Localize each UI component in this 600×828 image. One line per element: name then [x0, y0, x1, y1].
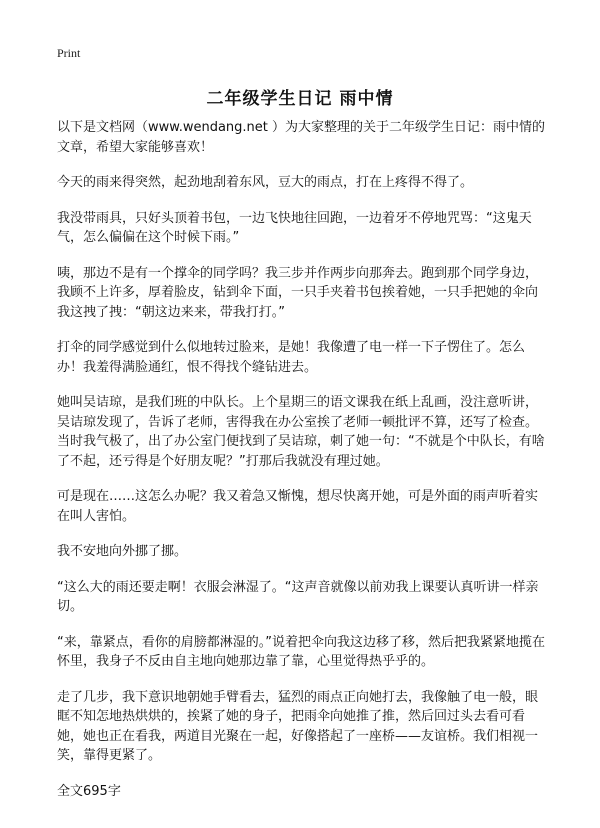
paragraph: 我没带雨具，只好头顶着书包，一边飞快地往回跑，一边着牙不停地咒骂：“这鬼天气，怎么偏偏在这个时候下雨。”	[57, 210, 532, 245]
paragraph: “这么大的雨还要走啊！衣服会淋湿了。“这声音就像以前劝我上课要认真听讲一样亲切。	[57, 579, 539, 614]
paragraph: “来，靠紧点，看你的肩膀都淋湿的。”说着把伞向我这边移了移，然后把我紧紧地揽在怀里，我身子不反由自主地向她那边靠了靠，心里觉得热乎乎的。	[57, 634, 545, 669]
paragraph: 我不安地向外挪了挪。	[57, 544, 188, 559]
document-body	[57, 118, 549, 817]
paragraph: 可是现在……这怎么办呢？我又着急又惭愧，想尽快离开她，可是外面的雨声听着实在叫人害怕。	[57, 489, 539, 524]
paragraph: 她叫吴诘琼，是我们班的中队长。上个星期三的语文课我在纸上乱画，没注意听讲，吴诘琼发现了，告诉了老师，害得我在办公室挨了老师一顿批评不算，还写了检查。当时我气极了，出了办公室门便找到了吴诘琼，刺了她一句：“不就是个中队长，有啥了不起，还亏得是个好朋友呢？”打那后我就没有理过她。	[57, 395, 545, 469]
paragraph: 以下是文档网（www.wendang.net ）为大家整理的关于二年级学生日记：雨中情的文章，希望大家能够喜欢！	[57, 120, 546, 155]
document-title: 二年级学生日记 雨中情	[206, 89, 394, 109]
paragraph: 咦，那边不是有一个撑伞的同学吗？我三步并作两步向那奔去。跑到那个同学身边，我顾不上许多，厚着脸皮，钻到伞下面，一只手夹着书包挨着她，一只手把她的伞向我这拽了拽：“朝这边来来，带我打打。”	[57, 265, 539, 320]
print-label: Print	[57, 46, 81, 60]
word-count: 全文695字	[57, 783, 121, 799]
paragraph: 走了几步，我下意识地朝她手臂看去，猛烈的雨点正向她打去，我像触了电一般，眼眶不知怎地热烘烘的，挨紧了她的身子，把雨伞向她推了推，然后回过头去看可看她，她也正在看我，两道目光聚在一起，好像搭起了一座桥——友谊桥。我们相视一笑，靠得更紧了。	[57, 689, 539, 763]
paragraph: 今天的雨来得突然，起劲地刮着东风，豆大的雨点，打在上疼得不得了。	[57, 175, 474, 190]
paragraph: 打伞的同学感觉到什么似地转过脸来，是她！我像遭了电一样一下子愣住了。怎么办！我羞得满脸通红，恨不得找个缝钻进去。	[57, 340, 526, 375]
